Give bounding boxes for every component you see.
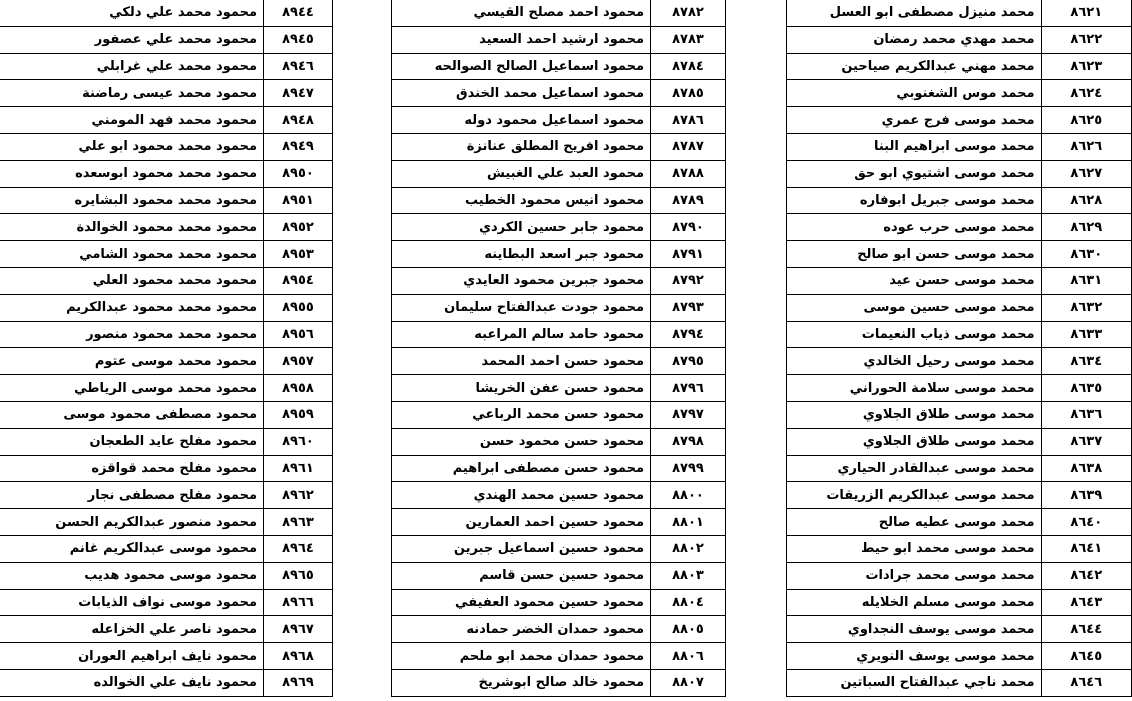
table-row xyxy=(0,294,333,321)
serial-number-cell: ٨٦٣٤ xyxy=(1041,348,1131,375)
table-row xyxy=(392,375,726,402)
person-name-cell: محمد موسى طلاق الجلاوي xyxy=(787,401,1042,428)
name-table-middle xyxy=(391,0,726,697)
person-name-cell: محمود محمد موسى عتوم xyxy=(0,348,264,375)
serial-number-cell: ٨٩٦٤ xyxy=(264,535,333,562)
table-row xyxy=(787,294,1132,321)
table-row xyxy=(0,160,333,187)
person-name-cell: محمد موسى فرج عمري xyxy=(787,107,1042,134)
person-name-cell: محمود نايف ابراهيم العوران xyxy=(0,643,264,670)
table-row xyxy=(787,482,1132,509)
serial-number-cell: ٨٨٠٠ xyxy=(651,482,726,509)
serial-number-cell: ٨٩٦٨ xyxy=(264,643,333,670)
serial-number-cell: ٨٦٢٣ xyxy=(1041,53,1131,80)
table-row xyxy=(787,321,1132,348)
serial-number-cell: ٨٦٢٥ xyxy=(1041,107,1131,134)
table-row xyxy=(392,509,726,536)
table-row xyxy=(392,0,726,26)
serial-number-cell: ٨٨٠٦ xyxy=(651,643,726,670)
serial-number-cell: ٨٩٥٠ xyxy=(264,160,333,187)
serial-number-cell: ٨٦٢٩ xyxy=(1041,214,1131,241)
serial-number-cell: ٨٧٩٧ xyxy=(651,401,726,428)
serial-number-cell: ٨٩٥١ xyxy=(264,187,333,214)
table-row xyxy=(787,348,1132,375)
table-row xyxy=(787,214,1132,241)
serial-number-cell: ٨٧٩٥ xyxy=(651,348,726,375)
person-name-cell: محمود اسماعيل محمد الخندق xyxy=(392,80,651,107)
table-row xyxy=(392,294,726,321)
person-name-cell: محمود ناصر علي الخزاعله xyxy=(0,616,264,643)
person-name-cell: محمود محمد موسى الرياطي xyxy=(0,375,264,402)
table-row xyxy=(787,107,1132,134)
serial-number-cell: ٨٧٨٤ xyxy=(651,53,726,80)
person-name-cell: محمود مفلح مصطفى نجار xyxy=(0,482,264,509)
table-row xyxy=(787,616,1132,643)
table-row xyxy=(0,241,333,268)
person-name-cell: محمود محمد محمود منصور xyxy=(0,321,264,348)
table-row xyxy=(392,401,726,428)
table-row xyxy=(0,535,333,562)
serial-number-cell: ٨٦٣٧ xyxy=(1041,428,1131,455)
serial-number-cell: ٨٩٥٤ xyxy=(264,267,333,294)
table-row xyxy=(787,0,1132,26)
person-name-cell: محمد موسى اشتيوي ابو حق xyxy=(787,160,1042,187)
table-row xyxy=(392,26,726,53)
table-row xyxy=(787,401,1132,428)
serial-number-cell: ٨٩٦٢ xyxy=(264,482,333,509)
person-name-cell: محمود حسين حسن قاسم xyxy=(392,562,651,589)
table-row xyxy=(0,321,333,348)
table-row xyxy=(392,616,726,643)
serial-number-cell: ٨٧٩٩ xyxy=(651,455,726,482)
table-row xyxy=(787,562,1132,589)
person-name-cell: محمود جبر اسعد البطاينه xyxy=(392,241,651,268)
serial-number-cell: ٨٩٥٦ xyxy=(264,321,333,348)
serial-number-cell: ٨٩٦٥ xyxy=(264,562,333,589)
person-name-cell: محمود حسين اسماعيل جبرين xyxy=(392,535,651,562)
table-row xyxy=(0,214,333,241)
person-name-cell: محمد موس الشغنوبي xyxy=(787,80,1042,107)
person-name-cell: محمد موسى عبدالكريم الزريقات xyxy=(787,482,1042,509)
serial-number-cell: ٨٨٠٢ xyxy=(651,535,726,562)
serial-number-cell: ٨٦٣٠ xyxy=(1041,241,1131,268)
table-row xyxy=(392,107,726,134)
serial-number-cell: ٨٨٠٥ xyxy=(651,616,726,643)
person-name-cell: محمود مفلح عايد الطعجان xyxy=(0,428,264,455)
table-row xyxy=(392,53,726,80)
person-name-cell: محمد منيزل مصطفى ابو العسل xyxy=(787,0,1042,26)
table-row xyxy=(0,53,333,80)
table-row xyxy=(392,482,726,509)
table-row xyxy=(787,133,1132,160)
person-name-cell: محمود حسن عفن الخريشا xyxy=(392,375,651,402)
table-row xyxy=(787,53,1132,80)
serial-number-cell: ٨٩٤٧ xyxy=(264,80,333,107)
person-name-cell: محمود محمد محمود الخوالدة xyxy=(0,214,264,241)
table-row xyxy=(0,616,333,643)
serial-number-cell: ٨٩٤٥ xyxy=(264,26,333,53)
person-name-cell: محمد موسى محمد ابو حيط xyxy=(787,535,1042,562)
person-name-cell: محمود محمد محمود البشايره xyxy=(0,187,264,214)
table-row xyxy=(0,0,333,26)
person-name-cell: محمد موسى عطيه صالح xyxy=(787,509,1042,536)
serial-number-cell: ٨٦٢٧ xyxy=(1041,160,1131,187)
person-name-cell: محمود العبد علي الغبيش xyxy=(392,160,651,187)
serial-number-cell: ٨٩٦٠ xyxy=(264,428,333,455)
serial-number-cell: ٨٩٦٣ xyxy=(264,509,333,536)
serial-number-cell: ٨٩٤٨ xyxy=(264,107,333,134)
person-name-cell: محمد موسى رحيل الخالدي xyxy=(787,348,1042,375)
serial-number-cell: ٨٨٠٤ xyxy=(651,589,726,616)
serial-number-cell: ٨٩٤٦ xyxy=(264,53,333,80)
person-name-cell: محمد موسى يوسف النويري xyxy=(787,643,1042,670)
table-row xyxy=(392,535,726,562)
serial-number-cell: ٨٧٨٩ xyxy=(651,187,726,214)
table-row xyxy=(787,187,1132,214)
person-name-cell: محمود جابر حسين الكردي xyxy=(392,214,651,241)
person-name-cell: محمود منصور عبدالكريم الحسن xyxy=(0,509,264,536)
table-row xyxy=(787,589,1132,616)
table-row xyxy=(392,562,726,589)
person-name-cell: محمد موسى حسن ابو صالح xyxy=(787,241,1042,268)
person-name-cell: محمود جبرين محمود العايدي xyxy=(392,267,651,294)
serial-number-cell: ٨٦٢٤ xyxy=(1041,80,1131,107)
person-name-cell: محمود محمد عيسى رماضنة xyxy=(0,80,264,107)
serial-number-cell: ٨٨٠١ xyxy=(651,509,726,536)
serial-number-cell: ٨٩٥٨ xyxy=(264,375,333,402)
serial-number-cell: ٨٦٢٨ xyxy=(1041,187,1131,214)
table-row xyxy=(787,80,1132,107)
serial-number-cell: ٨٦٣٥ xyxy=(1041,375,1131,402)
person-name-cell: محمود افريح المطلق عنانزة xyxy=(392,133,651,160)
serial-number-cell: ٨٩٥٢ xyxy=(264,214,333,241)
person-name-cell: محمود حامد سالم المراعبه xyxy=(392,321,651,348)
table-row xyxy=(392,428,726,455)
person-name-cell: محمود انيس محمود الخطيب xyxy=(392,187,651,214)
serial-number-cell: ٨٧٩٠ xyxy=(651,214,726,241)
table-row xyxy=(787,535,1132,562)
serial-number-cell: ٨٩٥٥ xyxy=(264,294,333,321)
serial-number-cell: ٨٩٦٩ xyxy=(264,669,333,696)
person-name-cell: محمود حسن محمود حسن xyxy=(392,428,651,455)
person-name-cell: محمود ارشيد احمد السعيد xyxy=(392,26,651,53)
table-row xyxy=(787,375,1132,402)
table-row xyxy=(392,187,726,214)
serial-number-cell: ٨٦٣٣ xyxy=(1041,321,1131,348)
person-name-cell: محمد ناجي عبدالفتاح السباتين xyxy=(787,669,1042,696)
person-name-cell: محمود محمد علي دلكي xyxy=(0,0,264,26)
serial-number-cell: ٨٩٦٧ xyxy=(264,616,333,643)
serial-number-cell: ٨٧٨٧ xyxy=(651,133,726,160)
table-row xyxy=(0,348,333,375)
name-table-right xyxy=(786,0,1132,697)
table-row xyxy=(787,267,1132,294)
person-name-cell: محمود نايف علي الخوالده xyxy=(0,669,264,696)
serial-number-cell: ٨٦٣٩ xyxy=(1041,482,1131,509)
person-name-cell: محمد موسى يوسف النجداوي xyxy=(787,616,1042,643)
person-name-cell: محمود جودت عبدالفتاح سليمان xyxy=(392,294,651,321)
serial-number-cell: ٨٩٥٣ xyxy=(264,241,333,268)
person-name-cell: محمد موسى ابراهيم البنا xyxy=(787,133,1042,160)
table-row xyxy=(392,669,726,696)
table-row xyxy=(0,133,333,160)
person-name-cell: محمود حسين محمود العفيفي xyxy=(392,589,651,616)
person-name-cell: محمود مفلح محمد قواقزه xyxy=(0,455,264,482)
serial-number-cell: ٨٦٢١ xyxy=(1041,0,1131,26)
table-row xyxy=(0,80,333,107)
serial-number-cell: ٨٧٩١ xyxy=(651,241,726,268)
serial-number-cell: ٨٧٩٨ xyxy=(651,428,726,455)
person-name-cell: محمود موسى عبدالكريم غانم xyxy=(0,535,264,562)
person-name-cell: محمود اسماعيل محمود دوله xyxy=(392,107,651,134)
serial-number-cell: ٨٨٠٧ xyxy=(651,669,726,696)
serial-number-cell: ٨٦٤٢ xyxy=(1041,562,1131,589)
table-row xyxy=(392,455,726,482)
table-row xyxy=(392,267,726,294)
serial-number-cell: ٨٩٤٤ xyxy=(264,0,333,26)
person-name-cell: محمود اسماعيل الصالح الصوالحه xyxy=(392,53,651,80)
table-row xyxy=(787,669,1132,696)
person-name-cell: محمود حمدان الخضر حمادنه xyxy=(392,616,651,643)
table-row xyxy=(0,589,333,616)
person-name-cell: محمود محمد محمود الشامي xyxy=(0,241,264,268)
person-name-cell: محمد موسى محمد جرادات xyxy=(787,562,1042,589)
person-name-cell: محمد موسى حرب عوده xyxy=(787,214,1042,241)
table-row xyxy=(392,133,726,160)
serial-number-cell: ٨٩٥٩ xyxy=(264,401,333,428)
serial-number-cell: ٨٧٩٢ xyxy=(651,267,726,294)
table-row xyxy=(0,401,333,428)
person-name-cell: محمد مهدي محمد رمضان xyxy=(787,26,1042,53)
table-row xyxy=(0,482,333,509)
person-name-cell: محمود حمدان محمد ابو ملحم xyxy=(392,643,651,670)
person-name-cell: محمود احمد مصلح القيسي xyxy=(392,0,651,26)
table-row xyxy=(787,428,1132,455)
serial-number-cell: ٨٨٠٣ xyxy=(651,562,726,589)
serial-number-cell: ٨٧٩٦ xyxy=(651,375,726,402)
table-row xyxy=(0,107,333,134)
table-row xyxy=(0,428,333,455)
serial-number-cell: ٨٦٤٣ xyxy=(1041,589,1131,616)
person-name-cell: محمد موسى سلامة الحوراني xyxy=(787,375,1042,402)
person-name-cell: محمود حسن مصطفى ابراهيم xyxy=(392,455,651,482)
serial-number-cell: ٨٧٨٣ xyxy=(651,26,726,53)
person-name-cell: محمود حسين احمد العمارين xyxy=(392,509,651,536)
person-name-cell: محمود مصطفى محمود موسى xyxy=(0,401,264,428)
table-row xyxy=(392,80,726,107)
table-row xyxy=(0,26,333,53)
table-row xyxy=(787,643,1132,670)
serial-number-cell: ٨٩٦٦ xyxy=(264,589,333,616)
serial-number-cell: ٨٧٨٦ xyxy=(651,107,726,134)
table-row xyxy=(392,348,726,375)
serial-number-cell: ٨٦٢٦ xyxy=(1041,133,1131,160)
table-row xyxy=(787,241,1132,268)
serial-number-cell: ٨٦٤٤ xyxy=(1041,616,1131,643)
person-name-cell: محمود حسن محمد الرباعي xyxy=(392,401,651,428)
person-name-cell: محمد مهني عبدالكريم صياحين xyxy=(787,53,1042,80)
table-row xyxy=(392,643,726,670)
person-name-cell: محمد موسى حسين موسى xyxy=(787,294,1042,321)
table-row xyxy=(787,455,1132,482)
table-row xyxy=(0,267,333,294)
serial-number-cell: ٨٧٨٨ xyxy=(651,160,726,187)
table-row xyxy=(0,643,333,670)
serial-number-cell: ٨٧٨٢ xyxy=(651,0,726,26)
table-row xyxy=(392,160,726,187)
person-name-cell: محمد موسى عبدالقادر الحياري xyxy=(787,455,1042,482)
person-name-cell: محمود محمد فهد المومني xyxy=(0,107,264,134)
serial-number-cell: ٨٦٤٠ xyxy=(1041,509,1131,536)
table-row xyxy=(0,562,333,589)
serial-number-cell: ٨٦٢٢ xyxy=(1041,26,1131,53)
table-row xyxy=(0,375,333,402)
person-name-cell: محمود محمد محمود ابو علي xyxy=(0,133,264,160)
person-name-cell: محمد موسى حسن عيد xyxy=(787,267,1042,294)
serial-number-cell: ٨٧٩٣ xyxy=(651,294,726,321)
serial-number-cell: ٨٦٣٨ xyxy=(1041,455,1131,482)
table-row xyxy=(0,509,333,536)
person-name-cell: محمود محمد علي غرابلي xyxy=(0,53,264,80)
serial-number-cell: ٨٦٤٦ xyxy=(1041,669,1131,696)
table-row xyxy=(392,321,726,348)
person-name-cell: محمود حسن احمد المحمد xyxy=(392,348,651,375)
serial-number-cell: ٨٩٦١ xyxy=(264,455,333,482)
table-row xyxy=(787,160,1132,187)
table-row xyxy=(392,589,726,616)
serial-number-cell: ٨٧٩٤ xyxy=(651,321,726,348)
table-row xyxy=(0,669,333,696)
name-table-left xyxy=(0,0,333,697)
table-row xyxy=(787,509,1132,536)
person-name-cell: محمود موسى نواف الذيابات xyxy=(0,589,264,616)
person-name-cell: محمود محمد محمود العلي xyxy=(0,267,264,294)
serial-number-cell: ٨٧٨٥ xyxy=(651,80,726,107)
person-name-cell: محمد موسى جبريل ابوفاره xyxy=(787,187,1042,214)
person-name-cell: محمد موسى طلاق الجلاوي xyxy=(787,428,1042,455)
person-name-cell: محمد موسى مسلم الخلايله xyxy=(787,589,1042,616)
person-name-cell: محمود خالد صالح ابوشريخ xyxy=(392,669,651,696)
serial-number-cell: ٨٦٣٢ xyxy=(1041,294,1131,321)
person-name-cell: محمود محمد محمود ابوسعده xyxy=(0,160,264,187)
person-name-cell: محمود حسين محمد الهندي xyxy=(392,482,651,509)
serial-number-cell: ٨٦٤١ xyxy=(1041,535,1131,562)
person-name-cell: محمود محمد محمود عبدالكريم xyxy=(0,294,264,321)
table-row xyxy=(392,214,726,241)
person-name-cell: محمد موسى ذياب النعيمات xyxy=(787,321,1042,348)
person-name-cell: محمود محمد علي عصفور xyxy=(0,26,264,53)
serial-number-cell: ٨٦٣٦ xyxy=(1041,401,1131,428)
table-row xyxy=(0,455,333,482)
serial-number-cell: ٨٩٤٩ xyxy=(264,133,333,160)
table-row xyxy=(787,26,1132,53)
serial-number-cell: ٨٦٣١ xyxy=(1041,267,1131,294)
table-row xyxy=(0,187,333,214)
person-name-cell: محمود موسى محمود هديب xyxy=(0,562,264,589)
table-row xyxy=(392,241,726,268)
serial-number-cell: ٨٦٤٥ xyxy=(1041,643,1131,670)
serial-number-cell: ٨٩٥٧ xyxy=(264,348,333,375)
